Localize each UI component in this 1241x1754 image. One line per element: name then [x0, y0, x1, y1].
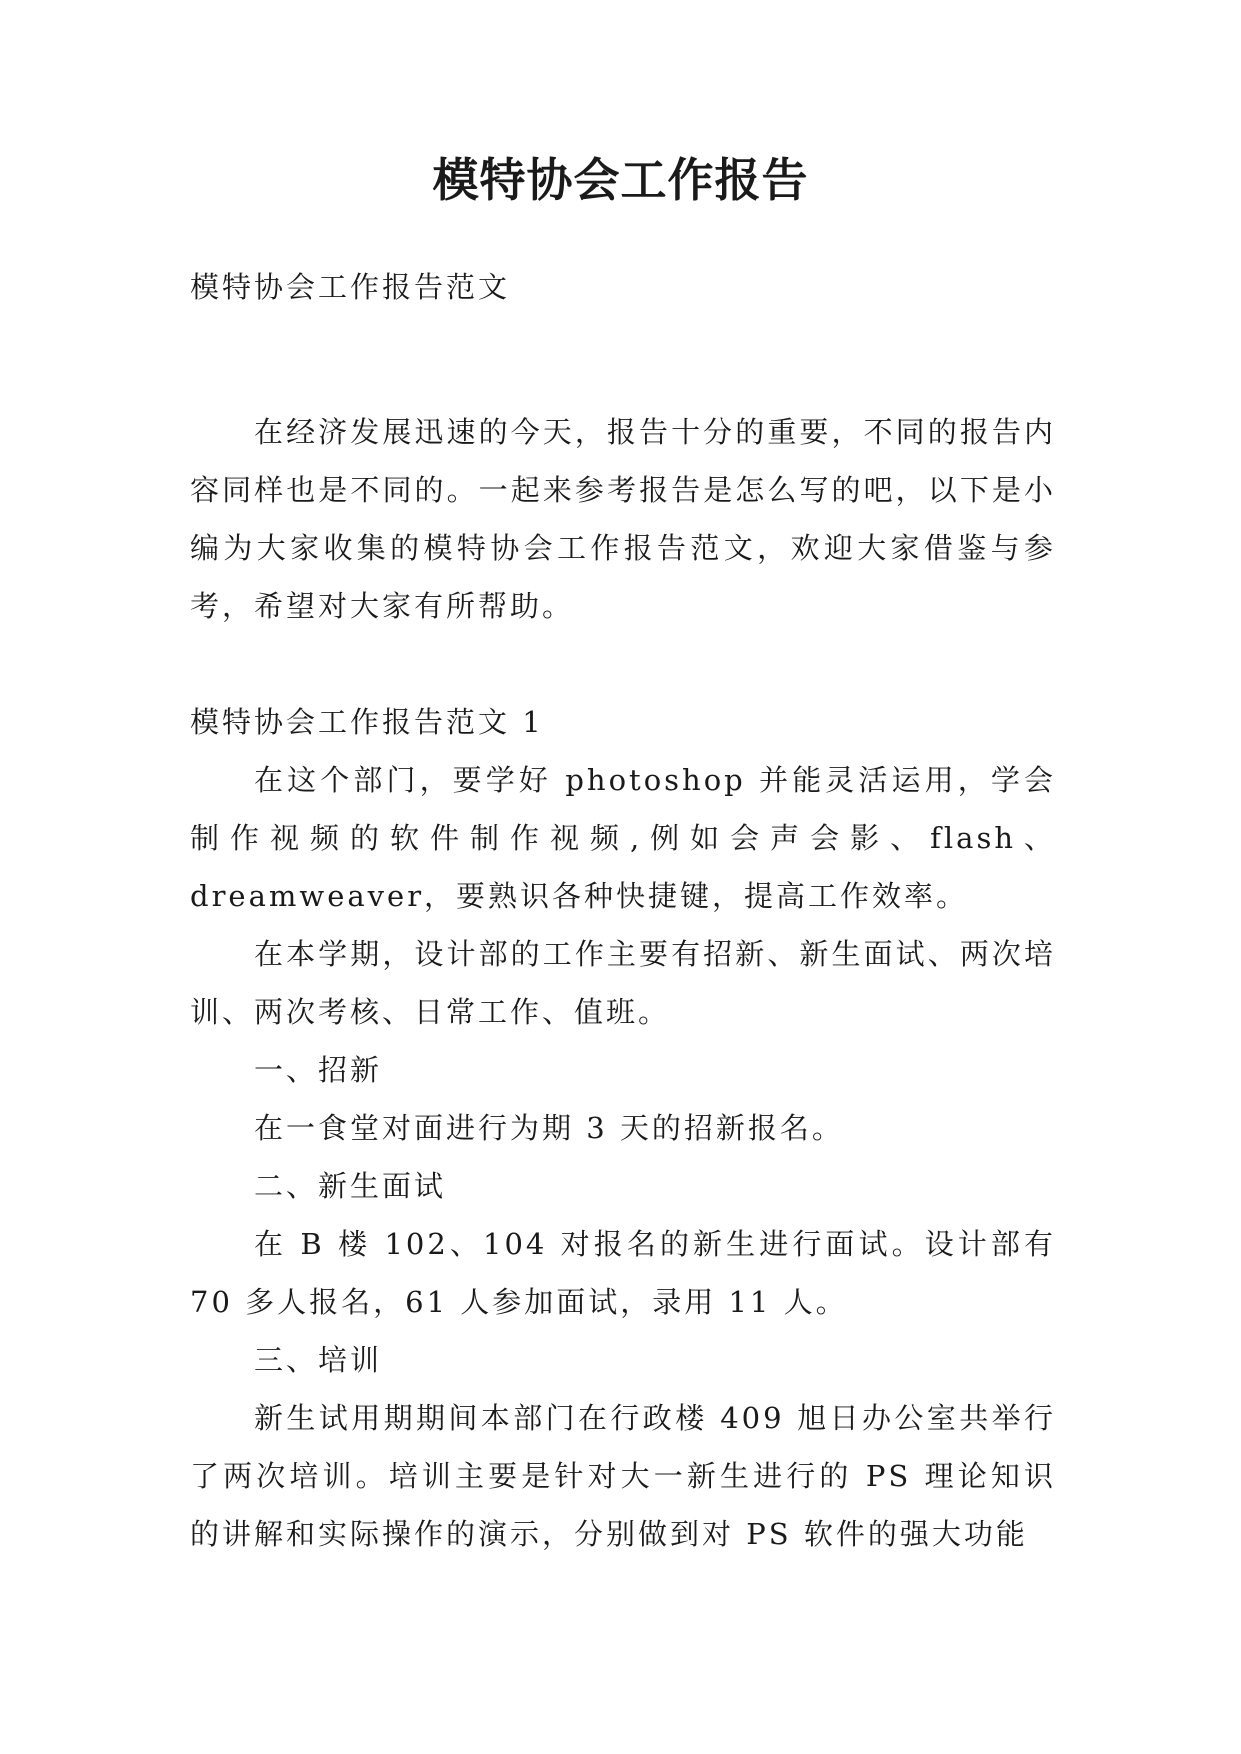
sub-heading: 二、新生面试 [254, 1169, 447, 1203]
report-section [190, 693, 1056, 1563]
body-paragraph: 新生试用期期间本部门在行政楼 409 旭日办公室共举行了两次培训。培训主要是针对大一新生进行的 PS 理论知识的讲解和实际操作的演示，分别做到对 PS 软件的强大功能 [190, 1401, 1056, 1551]
body-paragraph: 在一食堂对面进行为期 3 天的招新报名。 [254, 1111, 844, 1145]
intro-paragraph: 在经济发展迅速的今天，报告十分的重要，不同的报告内容同样也是不同的。一起来参考报告是怎么写的吧，以下是小编为大家收集的模特协会工作报告范文，欢迎大家借鉴与参考，希望对大家有所帮助。 [190, 415, 1056, 623]
document-title: 模特协会工作报告 [432, 153, 809, 207]
body-paragraph: 在这个部门，要学好 photoshop 并能灵活运用，学会制作视频的软件制作视频,例如会声会影、flash、dreamweaver，要熟识各种快捷键，提高工作效率。 [190, 763, 1056, 913]
body-paragraph: 在 B 楼 102、104 对报名的新生进行面试。设计部有 70 多人报名，61 人参加面试，录用 11 人。 [190, 1227, 1056, 1319]
document-subtitle: 模特协会工作报告范文 [190, 270, 511, 304]
sub-heading: 一、招新 [254, 1053, 383, 1087]
body-paragraph: 在本学期，设计部的工作主要有招新、新生面试、两次培训、两次考核、日常工作、值班。 [190, 937, 1056, 1029]
sub-heading: 三、培训 [254, 1343, 383, 1377]
section-heading: 模特协会工作报告范文 1 [190, 705, 544, 739]
